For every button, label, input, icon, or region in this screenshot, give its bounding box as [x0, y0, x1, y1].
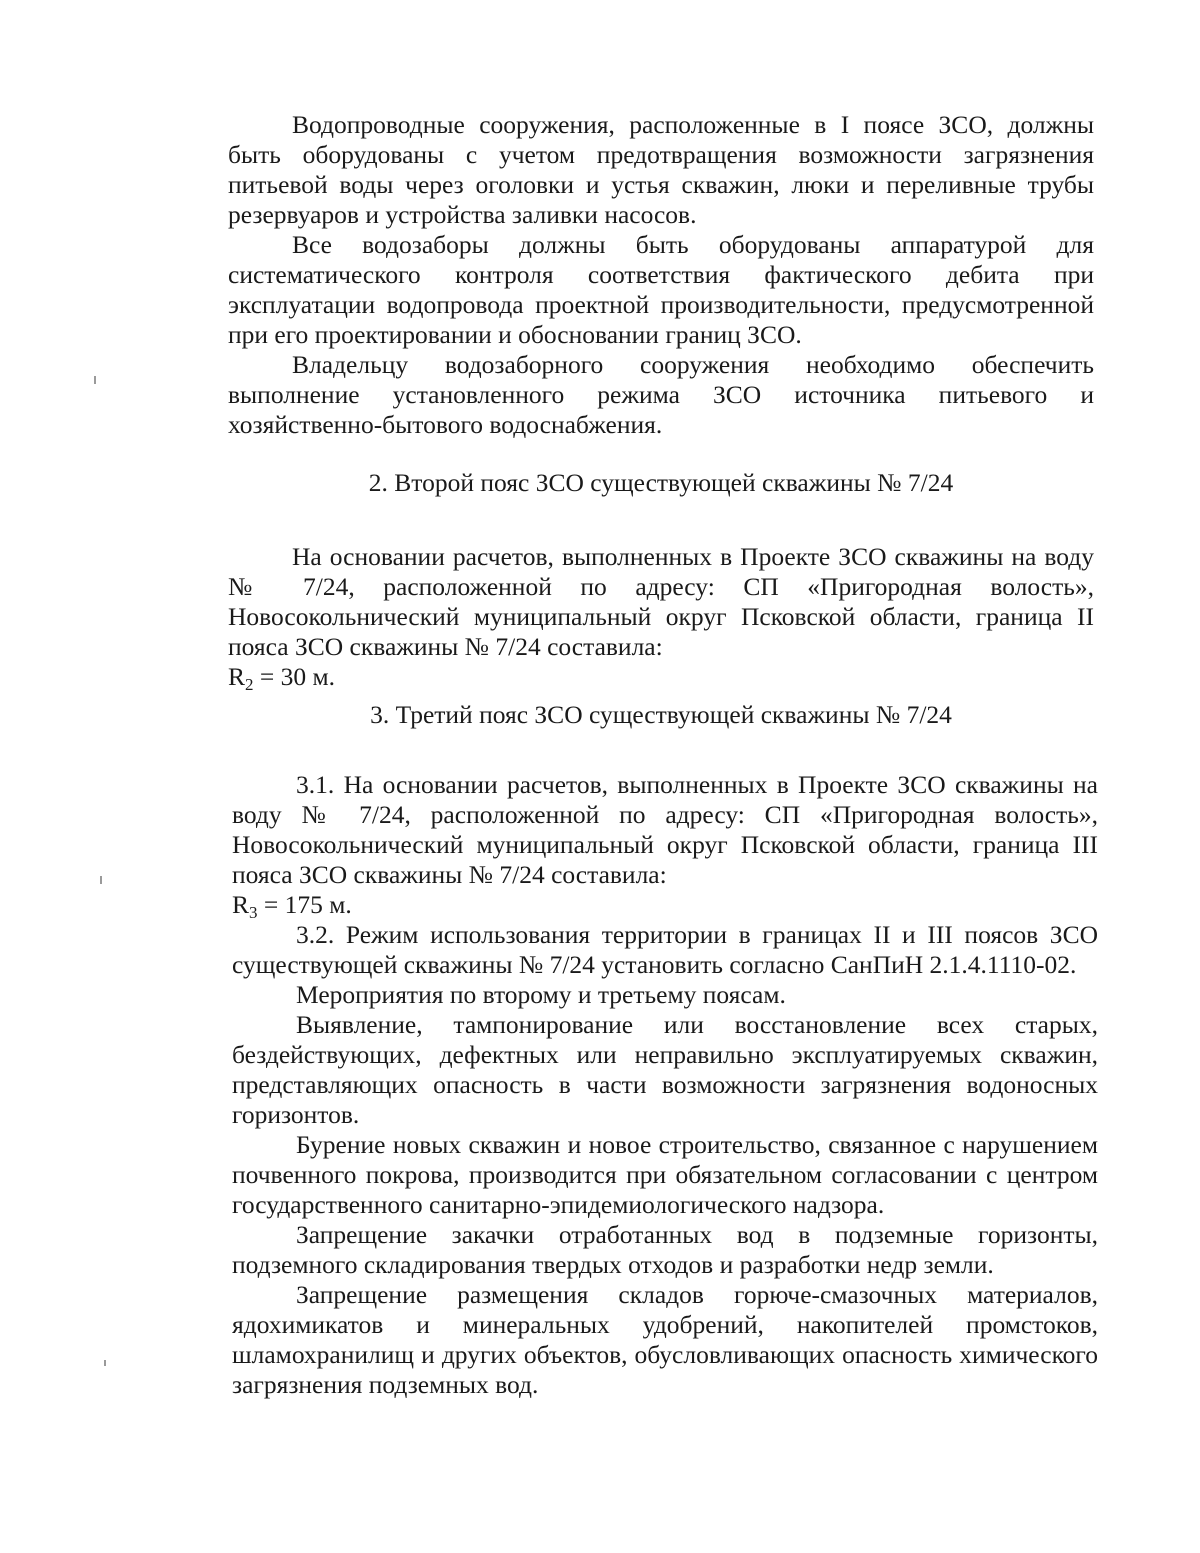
section-2-heading: 2. Второй пояс ЗСО существующей скважины № 7/24: [368, 468, 954, 497]
paragraph-water-structures: Водопроводные сооружения, расположенные в I поясе ЗСО, должны быть оборудованы с учетом предотвращения возможности загрязнения питьевой воды через оголовки и устья скважин, люки и переливные трубы резервуаров и устройства заливки насосов.: [228, 110, 1094, 229]
radius-3-formula: [232, 890, 1098, 920]
paragraph-owner-duty: Владельцу водозаборного сооружения необходимо обеспечить выполнение установленного режима ЗСО источника питьевого и хозяйственно-бытового водоснабжения.: [228, 350, 1094, 439]
radius-subscript: 2: [245, 675, 254, 694]
paragraph-new-drilling: Бурение новых скважин и новое строительство, связанное с нарушением почвенного покрова, производится при обязательном согласовании с центром государственного санитарно-эпидемиологического надзора.: [232, 1130, 1098, 1219]
paragraph-zone-2-calculation: На основании расчетов, выполненных в Проекте ЗСО скважины на воду № 7/24, расположенной по адресу: СП «Пригородная волость», Новосокольнический муниципальный округ Псковской области, граница II пояса ЗСО скважины № 7/24 составила:: [228, 542, 1094, 661]
section-2: [228, 468, 1094, 692]
section-3-heading: 3. Третий пояс ЗСО существующей скважины № 7/24: [370, 700, 952, 729]
radius-subscript: 3: [249, 903, 258, 922]
paragraph-land-use-regime: 3.2. Режим использования территории в границах II и III поясов ЗСО существующей скважины № 7/24 установить согласно СанПиН 2.1.4.1110-02.: [232, 920, 1098, 979]
section-3-body: [232, 770, 1098, 1400]
radius-value: = 30 м.: [253, 662, 336, 691]
paragraph-measures-title: Мероприятия по второму и третьему поясам.: [296, 980, 786, 1009]
radius-value: = 175 м.: [257, 890, 352, 919]
radius-symbol: R: [228, 662, 246, 691]
radius-symbol: R: [232, 890, 250, 919]
section-3-heading-block: [228, 700, 1094, 730]
scan-margin-mark: [94, 376, 96, 384]
paragraph-old-wells: Выявление, тампонирование или восстановление всех старых, бездействующих, дефектных или неправильно эксплуатируемых скважин, представляющих опасность в части возможности загрязнения водоносных горизонтов.: [232, 1010, 1098, 1129]
paragraph-injection-ban: Запрещение закачки отработанных вод в подземные горизонты, подземного складирования твердых отходов и разработки недр земли.: [232, 1220, 1098, 1279]
scan-margin-mark: [104, 1360, 106, 1366]
paragraph-water-intakes: Все водозаборы должны быть оборудованы аппаратурой для систематического контроля соответствия фактического дебита при эксплуатации водопровода проектной производительности, предусмотренной при его проектировании и обосновании границ ЗСО.: [228, 230, 1094, 349]
section-1-body: [228, 110, 1094, 440]
scan-margin-mark: [100, 876, 102, 884]
paragraph-storage-ban: Запрещение размещения складов горюче-смазочных материалов, ядохимикатов и минеральных удобрений, накопителей промстоков, шламохранилищ и других объектов, обусловливающих опасность химического загрязнения подземных вод.: [232, 1280, 1098, 1399]
radius-2-formula: [228, 662, 1094, 692]
paragraph-zone-3-calculation: 3.1. На основании расчетов, выполненных в Проекте ЗСО скважины на воду № 7/24, расположенной по адресу: СП «Пригородная волость», Новосокольнический муниципальный округ Псковской области, граница III пояса ЗСО скважины № 7/24 составила:: [232, 770, 1098, 889]
